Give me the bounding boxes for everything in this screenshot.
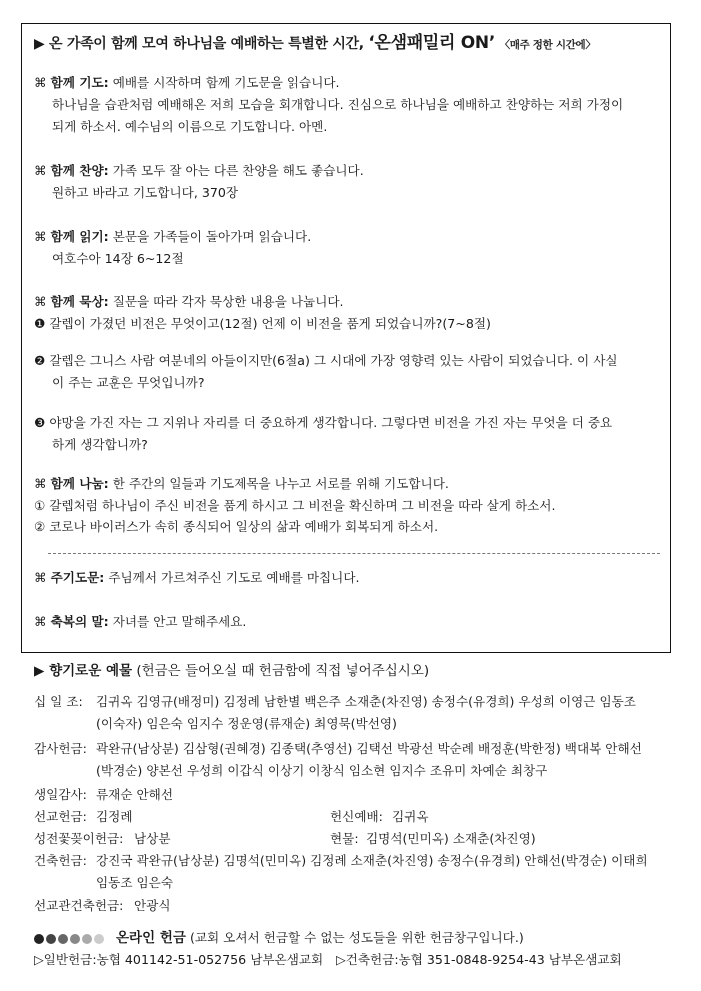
blessing-heading: [34, 613, 246, 631]
sharing-desc: 한 주간의 일들과 기도제목을 나누고 서로를 위해 기도합니다.: [112, 476, 449, 491]
prayer-desc: 예배를 시작하며 함께 기도문을 읽습니다.: [112, 75, 340, 90]
building-account: ▷건축헌금:농협 351-0848-9254-43 남부온샘교회: [336, 952, 622, 967]
command-mark-icon: ⌘: [34, 294, 47, 309]
praise-desc: 가족 모두 잘 아는 다른 찬양을 해도 좋습니다.: [112, 163, 364, 178]
mission-building-names: 안광식: [134, 898, 171, 913]
dot-icon: [34, 934, 44, 944]
offering-heading: [34, 662, 429, 680]
offering-title: ▶ 향기로운 예물: [34, 663, 133, 679]
reading-line-1: 여호수아 14장 6~12절: [52, 251, 184, 266]
tithe-label: 십 일 조:: [34, 694, 83, 709]
goods-label: 현물:: [330, 831, 359, 846]
blessing-desc: 자녀를 안고 말해주세요.: [112, 614, 247, 629]
prayer-label: 함께 기도:: [50, 75, 109, 90]
question-text: 갈렙이 가졌던 비전은 무엇이고(12절) 언제 이 비전을 품게 되었습니까?(7~8절): [49, 316, 491, 331]
lords-prayer-label: 주기도문:: [50, 570, 105, 585]
command-mark-icon: ⌘: [34, 229, 47, 244]
question-2-line-2: 이 주는 교훈은 무엇입니까?: [52, 375, 205, 390]
lords-prayer-heading: [34, 569, 360, 587]
thanks-line-1: 곽완규(남상분) 김삼형(권혜경) 김종택(추영선) 김택선 박광선 박순례 배정훈(박한정) 백대복 안해선: [96, 741, 642, 756]
question-2: [34, 352, 618, 370]
dedication-names: 김귀옥: [392, 809, 429, 824]
sharing-prayer-2: ② 코로나 바이러스가 속히 종식되어 일상의 삶과 예배가 회복되게 하소서.: [34, 519, 439, 534]
sharing-prayer-1: ① 갈렙처럼 하나님이 주신 비전을 품게 하시고 그 비전을 확신하며 그 비전을 따라 살게 하소서.: [34, 498, 556, 513]
building-line-2: 임동조 임은숙: [96, 875, 173, 890]
reading-heading: [34, 228, 311, 246]
dot-icon: [94, 934, 104, 944]
sharing-heading: [34, 475, 449, 493]
mission-building-label: 선교관건축헌금:: [34, 898, 124, 913]
worship-title-name: ‘온샘패밀리 ON’: [368, 33, 495, 53]
praise-label: 함께 찬양:: [50, 163, 109, 178]
dots-icon: [34, 930, 106, 945]
online-note: (교회 오셔서 헌금할 수 없는 성도들을 위한 헌금창구입니다.): [189, 930, 524, 945]
lords-prayer-desc: 주님께서 가르쳐주신 기도로 예배를 마칩니다.: [108, 570, 360, 585]
mission-names: 김정례: [96, 809, 133, 824]
thanks-label: 감사헌금:: [34, 741, 87, 756]
question-number: ❷: [34, 353, 46, 368]
prayer-heading: [34, 74, 340, 92]
online-title: 온라인 헌금: [116, 930, 186, 946]
command-mark-icon: ⌘: [34, 570, 47, 585]
building-line-1: 강진국 곽완규(남상분) 김명석(민미옥) 김정례 소재춘(차진영) 송정수(유경희) 안해선(박경순) 이태희: [96, 853, 648, 868]
question-1: [34, 315, 491, 333]
offering-note: (헌금은 들어오실 때 헌금함에 직접 넣어주십시오): [136, 663, 430, 679]
worship-title-note: 〈매주 정한 시간에〉: [499, 39, 596, 51]
tithe-line-1: 김귀옥 김영규(배정미) 김정례 남한별 백은주 소재춘(차진영) 송정수(유경희) 우성희 이영근 임동조: [96, 694, 636, 709]
command-mark-icon: ⌘: [34, 476, 47, 491]
question-3-line-2: 하게 생각합니까?: [52, 437, 148, 452]
altar-names: 남상분: [134, 831, 171, 846]
command-mark-icon: ⌘: [34, 75, 47, 90]
dot-icon: [46, 934, 56, 944]
dot-icon: [70, 934, 80, 944]
building-label: 건축헌금:: [34, 853, 87, 868]
question-number: ❶: [34, 316, 46, 331]
sharing-label: 함께 나눔:: [50, 476, 109, 491]
praise-heading: [34, 162, 364, 180]
meditation-label: 함께 묵상:: [50, 294, 109, 309]
worship-title-prefix: ▶ 온 가족이 함께 모여 하나님을 예배하는 특별한 시간,: [34, 36, 364, 52]
dot-icon: [82, 934, 92, 944]
dashed-divider: [48, 553, 660, 554]
prayer-line-2: 되게 하소서. 예수님의 이름으로 기도합니다. 아멘.: [52, 119, 328, 134]
general-account: ▷일반헌금:농협 401142-51-052756 남부온샘교회: [34, 952, 324, 967]
goods-names: 김명석(민미옥) 소재춘(차진영): [366, 831, 536, 846]
dedication-label: 헌신예배:: [330, 809, 383, 824]
question-text: 야망을 가진 자는 그 지위나 자리를 더 중요하게 생각합니다. 그렇다면 비전을 가진 자는 무엇을 더 중요: [49, 415, 613, 430]
question-number: ❸: [34, 415, 46, 430]
worship-title: [34, 34, 596, 54]
prayer-line-1: 하나님을 습관처럼 예배해온 저희 모습을 회개합니다. 진심으로 하나님을 예배하고 찬양하는 저희 가정이: [52, 97, 624, 112]
praise-line-1: 원하고 바라고 기도합니다, 370장: [52, 185, 239, 200]
altar-label: 성전꽃꽂이헌금:: [34, 831, 124, 846]
online-offering-heading: [34, 929, 524, 947]
meditation-heading: [34, 293, 344, 311]
tithe-line-2: (이숙자) 임은숙 임지수 정운영(류재순) 최영묵(박선영): [96, 716, 397, 731]
birthday-label: 생일감사:: [34, 787, 87, 802]
birthday-names: 류재순 안해선: [96, 787, 173, 802]
mission-label: 선교헌금:: [34, 809, 87, 824]
question-text: 갈렙은 그니스 사람 여분네의 아들이지만(6절a) 그 시대에 가장 영향력 있는 사람이 되었습니다. 이 사실: [49, 353, 618, 368]
blessing-label: 축복의 말:: [50, 614, 109, 629]
dot-icon: [58, 934, 68, 944]
reading-label: 함께 읽기:: [50, 229, 109, 244]
meditation-desc: 질문을 따라 각자 묵상한 내용을 나눕니다.: [112, 294, 344, 309]
command-mark-icon: ⌘: [34, 163, 47, 178]
command-mark-icon: ⌘: [34, 614, 47, 629]
reading-desc: 본문을 가족들이 돌아가며 읽습니다.: [112, 229, 312, 244]
thanks-line-2: (박경순) 양본선 우성희 이갑식 이상기 이창식 임소현 임지수 조유미 차예순 최창구: [96, 763, 548, 778]
question-3: [34, 414, 612, 432]
